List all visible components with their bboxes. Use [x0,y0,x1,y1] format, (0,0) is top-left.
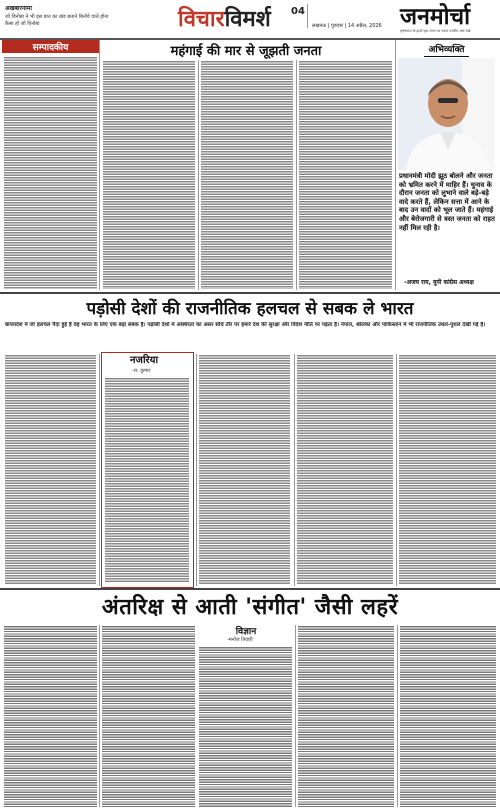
editorial-text-col-3 [201,60,293,289]
lead-headline-wrap [0,294,500,320]
opinion-quote: प्रधानमंत्री मोदी झूठ बोलने और जनता को भ्रमित करने में माहिर हैं। चुनाव के दौरान जनता को लुभाने वाले बड़े-बड़े वादे करते हैं, लेकिन सत्ता में आने के बाद उन वादों को भूल जाते हैं। महंगाई और बेरोजगारी से त्रस्त जनता को राहत नहीं मिल रही है। [399,172,495,232]
col-divider-1 [99,40,100,290]
science-col-divider-3 [397,625,398,807]
lead-col-divider-4 [396,354,397,586]
lead-text-col-4 [297,354,393,585]
science-headline-wrap [0,590,500,622]
lead-intro: बांग्लादेश में जो हलचल पैदा हुई है वह भारत के लिए एक बड़ा सबक है। पड़ोसी देशों में अस्थिरता का असर सीधे तौर पर हमारे देश की सुरक्षा और विदेश नीति पर पड़ता है। नेपाल, श्रीलंका और पाकिस्तान में भी राजनीतिक उथल-पुथल देखी गई है। [5,322,486,328]
masthead-left-quote-2: कैसा हो जो विनोबा [5,21,40,27]
editorial-text-col-4 [299,60,392,289]
science-col-divider-1 [99,625,100,807]
opinion-label-wrap [398,42,495,56]
section-title-accent: विमर्श [224,6,271,32]
science-label-wrap [198,624,294,636]
col-divider-2 [198,60,199,290]
lead-headline: पड़ोसी देशों की राजनीतिक हलचल से सबक ले भारत [86,298,414,319]
editorial-text-col-2 [103,60,195,289]
nazariya-box [101,352,194,588]
opinion-label: अभिव्यक्ति [424,42,468,57]
masthead-logo: जनमोर्चा [400,3,471,30]
nazariya-text [105,377,189,583]
lead-text-col-5 [399,354,496,585]
editorial-label: सम्पादकीय [2,40,99,53]
science-text-col-4 [298,625,394,807]
science-col-divider-2 [295,625,296,807]
science-headline: अंतरिक्ष से आती 'संगीत' जैसी लहरें [101,595,399,620]
page-number-box [291,4,308,28]
science-text-col-5 [400,625,496,807]
lead-col-divider-3 [294,354,295,586]
science-text-col-1 [4,625,97,807]
lead-text-col-3 [199,354,290,585]
editorial-text-col-1 [4,56,97,289]
opinion-attribution: -अजय राय, यूपी कांग्रेस अध्यक्ष [404,279,474,286]
masthead-tagline: कृष्णपाल के हाथों वृक्ष जगत पर एकल उत्तरीय अंक देखे [400,29,471,33]
nazariya-byline: -रा. कुमार [132,368,151,374]
science-text-col-2 [102,625,195,807]
col-divider-3 [296,60,297,290]
lead-text-col-1 [5,354,96,585]
masthead-left-quote: जो विनोबा ने भी इस बात का खंड बताने बिनोवे वाले होना [5,14,109,20]
person-portrait-icon [398,58,495,170]
science-byline: -मनोज तिवारी [227,637,253,643]
page-number: 04 [291,6,305,17]
opinion-photo [398,58,495,170]
dateline: लखनऊ | गुरुवार | 14 अप्रैल, 2026 [312,23,382,29]
masthead-left-label: अखबारनामा [5,5,32,12]
science-text-col-3 [199,646,292,807]
science-label: विज्ञान [235,626,257,637]
lead-col-divider-1 [99,354,100,586]
editorial-headline [100,40,392,59]
nazariya-label: नजरिया [130,355,159,366]
section-title-main: विचार [178,6,225,32]
section-title [178,4,271,30]
editorial-headline-text: महंगाई की मार से जूझती जनता [170,43,322,59]
lead-col-divider-2 [196,354,197,586]
